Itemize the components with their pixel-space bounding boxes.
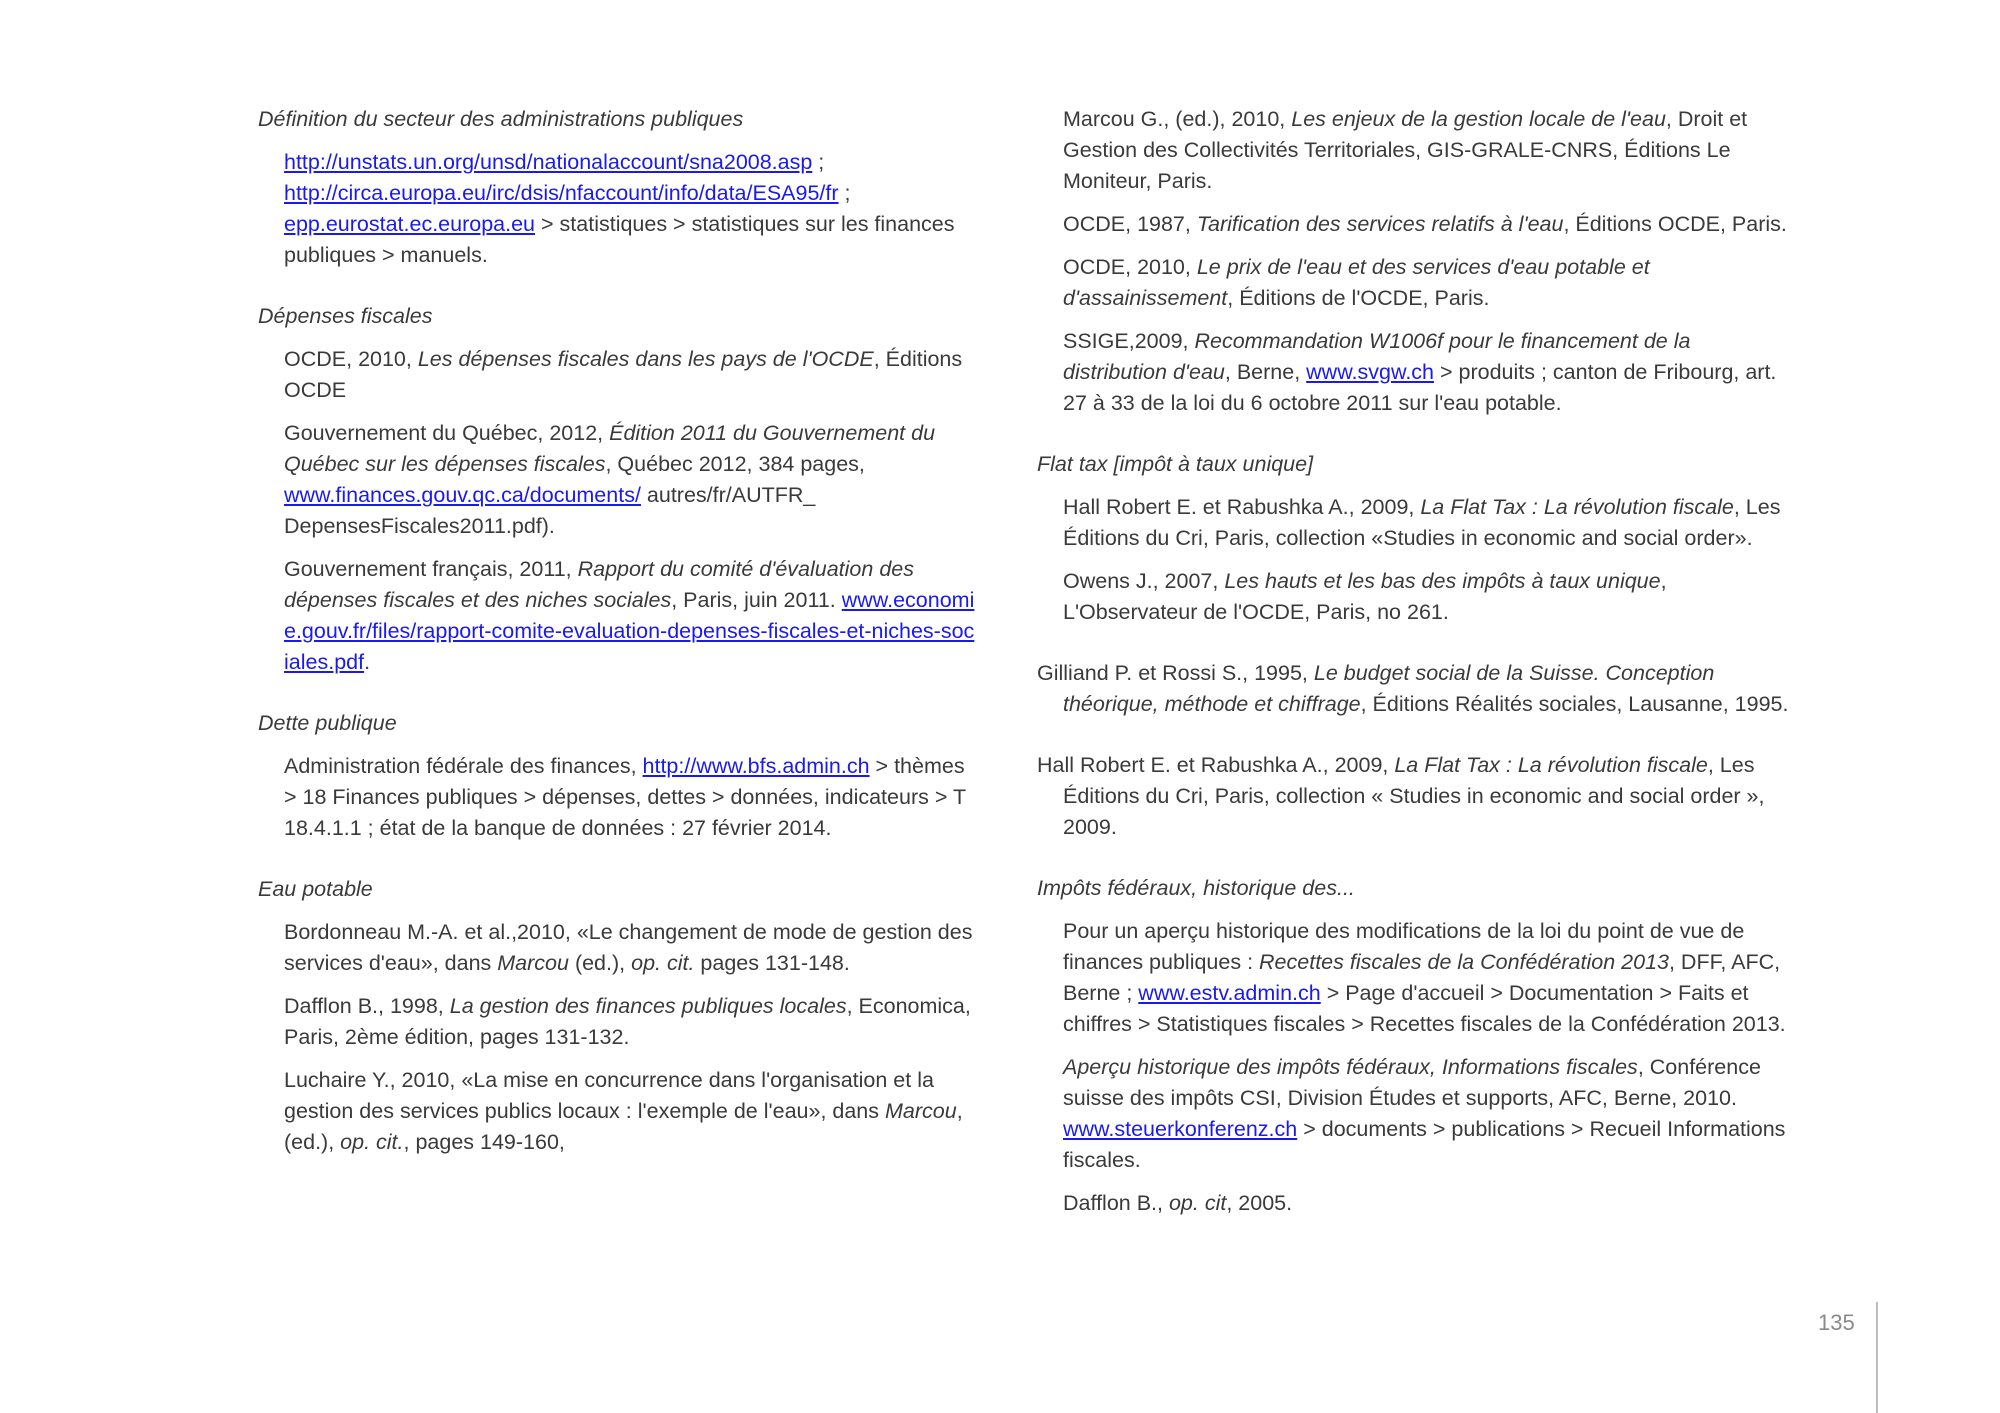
right-column [1037, 104, 1797, 1249]
reference-text: OCDE, 2010, Le prix de l'eau et des services d'eau potable et d'assainissement, Éditions de l'OCDE, Paris. [1063, 255, 1650, 310]
reference-entry [1063, 1188, 1797, 1219]
reference-text: Administration fédérale des finances, http://www.bfs.admin.ch > thèmes > 18 Finances publiques > dépenses, dettes > données, indicateurs > T 18.4.1.1 ; état de la banque de données : 27 février 2014. [284, 754, 966, 840]
section-flat-tax [1037, 449, 1797, 628]
svgw-link[interactable]: www.svgw.ch [1306, 360, 1435, 384]
reference-text: Marcou G., (ed.), 2010, Les enjeux de la gestion locale de l'eau, Droit et Gestion des Collectivités Territoriales, GIS-GRALE-CNRS, Éditions Le Moniteur, Paris. [1063, 107, 1748, 193]
eurostat-link[interactable]: epp.eurostat.ec.europa.eu [284, 212, 536, 236]
reference-entry [284, 1065, 978, 1158]
reference-entry [284, 991, 978, 1053]
reference-text: SSIGE,2009, Recommandation W1006f pour le financement de la distribution d'eau, Berne, www.svgw.ch > produits ; canton de Fribourg, art. 27 à 33 de la loi du 6 octobre 2011 sur l'eau potable. [1063, 329, 1777, 415]
reference-entry [284, 418, 978, 542]
reference-entry [1063, 1052, 1797, 1176]
reference-entry [1037, 658, 1797, 720]
section-heading: Dette publique [258, 711, 397, 735]
section-heading: Eau potable [258, 877, 373, 901]
finances-gouv-qc-link[interactable]: www.finances.gouv.qc.ca/documents/ [284, 483, 641, 507]
reference-text: http://unstats.un.org/unsd/nationalaccount/sna2008.asp ; http://circa.europa.eu/irc/dsis/nfaccount/info/data/ESA95/fr ; epp.eurostat.ec.europa.eu > statistiques > statistiques sur les finances publiques > manuels. [284, 150, 955, 267]
reference-entry [1063, 916, 1797, 1040]
section-heading: Impôts fédéraux, historique des... [1037, 876, 1355, 900]
reference-text: Gouvernement du Québec, 2012, Édition 2011 du Gouvernement du Québec sur les dépenses fiscales, Québec 2012, 384 pages, www.finances.gouv.qc.ca/documents/ autres/fr/AUTFR_ DepensesFiscales2011.pdf). [284, 421, 936, 538]
reference-text: OCDE, 2010, Les dépenses fiscales dans les pays de l'OCDE, Éditions OCDE [284, 347, 963, 402]
reference-text: Hall Robert E. et Rabushka A., 2009, La Flat Tax : La révolution fiscale, Les Éditions du Cri, Paris, collection «Studies in economic and social order». [1063, 495, 1781, 550]
section-depenses-fiscales [258, 301, 978, 678]
reference-entry [1063, 566, 1797, 628]
steuerkonferenz-link[interactable]: www.steuerkonferenz.ch [1063, 1117, 1298, 1141]
reference-entry [284, 554, 978, 678]
section-heading: Dépenses fiscales [258, 304, 433, 328]
reference-text: OCDE, 1987, Tarification des services relatifs à l'eau, Éditions OCDE, Paris. [1063, 212, 1787, 236]
reference-text: Owens J., 2007, Les hauts et les bas des impôts à taux unique, L'Observateur de l'OCDE, Paris, no 261. [1063, 569, 1667, 624]
section-dette-publique [258, 708, 978, 844]
reference-text: Gouvernement français, 2011, Rapport du comité d'évaluation des dépenses fiscales et des niches sociales, Paris, juin 2011. www.economie.gouv.fr/files/rapport-comite-evaluation-depenses-fiscales-et-niches-sociales.pdf. [284, 557, 975, 674]
reference-text: Pour un aperçu historique des modifications de la loi du point de vue de finances publiques : Recettes fiscales de la Confédération 2013, DFF, AFC, Berne ; www.estv.admin.ch > Page d'accueil > Documentation > Faits et chiffres > Statistiques fiscales > Recettes fiscales de la Confédération 2013. [1063, 919, 1786, 1036]
reference-text: Dafflon B., 1998, La gestion des finances publiques locales, Economica, Paris, 2ème édition, pages 131-132. [284, 994, 971, 1049]
circa-europa-link[interactable]: http://circa.europa.eu/irc/dsis/nfaccount/info/data/ESA95/fr [284, 181, 839, 205]
reference-entry [284, 917, 978, 979]
reference-text: Aperçu historique des impôts fédéraux, Informations fiscales, Conférence suisse des impôts CSI, Division Études et supports, AFC, Berne, 2010. www.steuerkonferenz.ch > documents > publications > Recueil Informations fiscales. [1063, 1055, 1786, 1172]
estv-admin-link[interactable]: www.estv.admin.ch [1138, 981, 1321, 1005]
bfs-admin-link[interactable]: http://www.bfs.admin.ch [642, 754, 870, 778]
section-eau-potable [258, 874, 978, 1158]
section-impots-federaux [1037, 873, 1797, 1219]
reference-entry [284, 344, 978, 406]
reference-entry [284, 751, 978, 844]
reference-text: Luchaire Y., 2010, «La mise en concurrence dans l'organisation et la gestion des services publics locaux : l'exemple de l'eau», dans Marcou, (ed.), op. cit., pages 149-160, [284, 1068, 963, 1154]
reference-entry [1063, 492, 1797, 554]
section-definition-administrations [258, 104, 978, 271]
section-eau-potable-continued [1037, 104, 1797, 419]
left-column [258, 104, 978, 1188]
reference-entry [1063, 209, 1797, 240]
reference-text: Bordonneau M.-A. et al.,2010, «Le changement de mode de gestion des services d'eau», dans Marcou (ed.), op. cit. pages 131-148. [284, 920, 973, 975]
page-edge-rule [1876, 1302, 1878, 1413]
reference-text: Hall Robert E. et Rabushka A., 2009, La Flat Tax : La révolution fiscale, Les Éditions du Cri, Paris, collection « Studies in economic and social order », 2009. [1037, 753, 1765, 839]
section-heading: Flat tax [impôt à taux unique] [1037, 452, 1314, 476]
reference-entry [1063, 252, 1797, 314]
economie-gouv-link[interactable]: www.economie.gouv.fr/files/rapport-comite-evaluation-depenses-fiscales-et-niches-sociales.pdf [284, 588, 975, 674]
unstats-link[interactable]: http://unstats.un.org/unsd/nationalaccount/sna2008.asp [284, 150, 813, 174]
reference-entry [1037, 750, 1797, 843]
page-number: 135 [1818, 1310, 1855, 1335]
reference-entry [1063, 104, 1797, 197]
section-gilliand [1037, 658, 1797, 720]
reference-text: Gilliand P. et Rossi S., 1995, Le budget social de la Suisse. Conception théorique, méthode et chiffrage, Éditions Réalités sociales, Lausanne, 1995. [1037, 661, 1789, 716]
section-heading: Définition du secteur des administrations publiques [258, 107, 744, 131]
reference-entry [1063, 326, 1797, 419]
section-hall-rabushka [1037, 750, 1797, 843]
reference-text: Dafflon B., op. cit, 2005. [1063, 1191, 1293, 1215]
reference-entry [284, 147, 978, 271]
